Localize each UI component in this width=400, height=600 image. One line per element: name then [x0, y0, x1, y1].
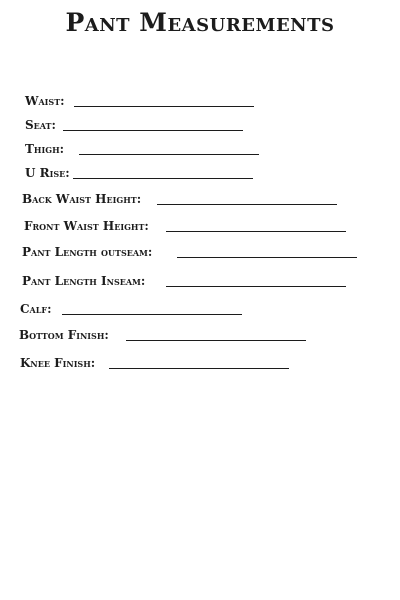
back-waist-height-blank-line[interactable] — [157, 204, 337, 205]
field-label: Waist: — [25, 94, 65, 108]
knee-finish-blank-line[interactable] — [109, 368, 289, 369]
calf-blank-line[interactable] — [62, 314, 242, 315]
front-waist-height-blank-line[interactable] — [166, 231, 346, 232]
u-rise-blank-line[interactable] — [73, 178, 253, 179]
field-label: Front Waist Height: — [24, 219, 149, 233]
seat-blank-line[interactable] — [63, 130, 243, 131]
field-label: Thigh: — [25, 142, 65, 156]
field-label: Knee Finish: — [20, 356, 96, 370]
field-label: Bottom Finish: — [19, 328, 109, 342]
field-label: Calf: — [20, 302, 52, 316]
field-label: Back Waist Height: — [22, 192, 142, 206]
page-title: Pant Measurements — [65, 8, 335, 37]
thigh-blank-line[interactable] — [79, 154, 259, 155]
field-label: U Rise: — [25, 166, 70, 180]
pant-length-outseam-blank-line[interactable] — [177, 257, 357, 258]
waist-blank-line[interactable] — [74, 106, 254, 107]
bottom-finish-blank-line[interactable] — [126, 340, 306, 341]
field-label: Pant Length Inseam: — [22, 274, 146, 288]
field-label: Pant Length outseam: — [22, 245, 153, 259]
pant-length-inseam-blank-line[interactable] — [166, 286, 346, 287]
field-label: Seat: — [25, 118, 56, 132]
